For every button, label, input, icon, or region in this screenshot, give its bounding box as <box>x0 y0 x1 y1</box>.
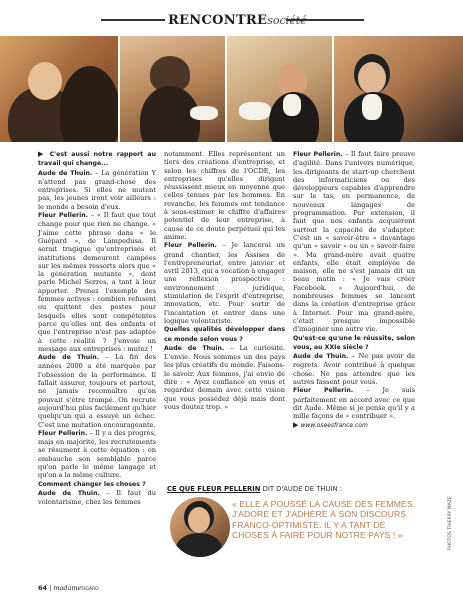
article-column-3 <box>293 150 415 430</box>
answer-text: – La curiosité. L'envie. Nous sommes un des pays les plus créatifs du monde. Faisons-le savoir. Aux femmes, j'ai envie de dire : « Ayez confiance en vous et regardez demain avec cette vision que vous possédez déjà mais dont vous doutez trop. » <box>164 343 285 411</box>
header-rule-left <box>101 19 165 21</box>
sidebox-title-highlight: CE QUE FLEUR PELLERIN <box>167 485 261 493</box>
answer-text: – La génération Y n'attend pas grand-chose des entreprises. Si elles ne mutent pas, les jeunes iront voir ailleurs : le monde a besoin d'eux. <box>38 168 156 211</box>
photo-credit: PHOTOS THIERRY MAZE <box>448 496 453 550</box>
sidebox-title-rest: DIT D'AUDE DE THUIN : <box>260 485 343 493</box>
page-footer <box>38 584 99 594</box>
sidebox-title <box>167 485 417 495</box>
speaker: Aude de Thuin. <box>164 344 225 352</box>
website-link[interactable]: www.oseesfrance.com <box>300 421 368 429</box>
answer-text: – Il faut faire preuve d'agilité. Dans l'univers numérique, les dirigeants de start-up cherchent des informaticiens ou des développeurs capables d'apprendre sur le tas, en permanence, de nouveaux langages de programmation. Par extension, il faut que nos enfants acquièrent surtout la capacité de s'adapter. C'est un « savoir-être » davantage qu'un « savoir » ou un « savoir-faire ». Ma grand-mère avait quatre enfants, elle était employée de maison, elle ne s'est jamais dit un beau matin : « Je vais créer Facebook. » Aujourd'hui, de nombreuses femmes se lancent dans la création d'entreprise grâce à Internet. Pour ma grand-mère, c'était presque impossible d'imaginer une autre vie. <box>293 150 415 334</box>
article-column-1 <box>38 150 156 506</box>
section-header <box>0 13 463 31</box>
speaker: Aude de Thuin. <box>38 169 93 177</box>
question: Comment changer les choses ? <box>38 480 146 488</box>
pull-quote: « ELLE A POUSSÉ LA CAUSE DES FEMMES. J'ADORE ET J'ADHÈRE À SON DISCOURS FRANCO-OPTIMISTE. IL Y A TANT DE CHOSES À FAIRE POUR NOTRE PAYS ! » <box>232 499 416 540</box>
answer-text: – Il y a des progrès, mais en majorité, les recrutements se résument à cette équation : on embauche son semblable parce qu'on parle le même langage et qu'on a la même culture. <box>38 428 156 480</box>
web-arrow-icon: ▶ <box>293 420 299 429</box>
question: Quelles qualités développer dans ce monde selon vous ? <box>164 326 285 343</box>
section-name: RENCONTRE <box>168 13 268 28</box>
answer-text: – Ne pas avoir de regrets. Avoir contribué à quelque chose. Ne pas attendre que les autres fassent pour vous. <box>293 352 415 387</box>
answer-text: – Il faut du volontarisme, chez les femmes <box>38 488 156 507</box>
photo-aude-de-thuin <box>0 36 118 142</box>
answer-text: – La fin des années 2000 a été marquée par l'obsession de la performance. Il fallait assurer, toujours et partout, ne jamais reconnaître qu'on pouvait s'être trompé. On recrute aujourd'hui plus facilement qu'hier quelqu'un qui a essuyé un échec. C'est une mutation encourageante. <box>38 353 156 429</box>
speaker: Fleur Pellerin. <box>38 429 88 437</box>
answer-text: – « Il faut que tout change pour que rien ne change. » J'aime cette phrase dans « le Guépard », de Lampedusa. Il serait tragique qu'entreprises et institutions demeurent campées sur les mêmes ressorts alors que « la génération mutante », dont parle Michel Serres, a tant à leur apporter. Prenez l'exemple des femmes actives : combien refusent ou quittent des postes pour lesquels elles sont compétentes parce qu'elles ont des enfants et que l'entreprise n'est pas adaptée à cette réalité ? J'envoie un message aux entreprises : mutez ! <box>38 211 156 353</box>
brand-name: madame <box>53 584 82 592</box>
speaker: Fleur Pellerin. <box>38 212 88 220</box>
arrow-icon: ▶ <box>38 150 46 158</box>
speaker: Fleur Pellerin. <box>293 387 354 395</box>
header-rule-right <box>286 19 364 21</box>
page-number: 64 <box>38 584 48 592</box>
speaker: Fleur Pellerin. <box>164 242 217 250</box>
brand-sub: FIGARO <box>81 587 99 592</box>
article-column-2 <box>164 150 285 411</box>
speaker: Fleur Pellerin. <box>293 151 343 158</box>
photo-discussion-right <box>227 36 332 142</box>
question: C'est aussi notre rapport au travail qui change... <box>38 151 156 168</box>
answer-text: notamment. Elles représentent un tiers des créations d'entreprise, et selon les chiffres de l'OCDE, les entreprises qu'elles dirigent réussissent mieux en moyenne que celles tenues par les hommes. En revanche, les femmes ont tendance à sous-estimer le chiffre d'affaires potentiel de leur entreprise, à cause de ce doute perpétuel qui les anime. <box>164 150 285 241</box>
section-subname: société <box>267 14 307 27</box>
answer-text: – Je suis parfaitement en accord avec ce que dit Aude. Même si je pense qu'il y a mille façons de « contribuer ». <box>293 386 415 421</box>
photo-discussion-left <box>120 36 225 142</box>
answer-text: – Je lancerai un grand chantier, les Assises de l'entrepreneuriat, entre janvier et avril 2013, qui a vocation à engager une réflexion prospective : environnement juridique, stimulation de l'esprit d'entreprise, innovation, etc. Pour sortir de l'incantation et entrer dans une logique volontariste. <box>164 241 285 325</box>
photo-fleur-pellerin <box>334 36 463 142</box>
question: Qu'est-ce qu'une le réussite, selon vous, au XXIe siècle ? <box>293 334 415 351</box>
speaker: Aude de Thuin. <box>38 354 100 362</box>
section-title <box>168 13 307 28</box>
speaker: Aude de Thuin. <box>38 489 100 497</box>
portrait-fleur-pellerin <box>170 497 230 557</box>
footer-separator: | <box>47 584 54 592</box>
speaker: Aude de Thuin. <box>293 353 349 361</box>
